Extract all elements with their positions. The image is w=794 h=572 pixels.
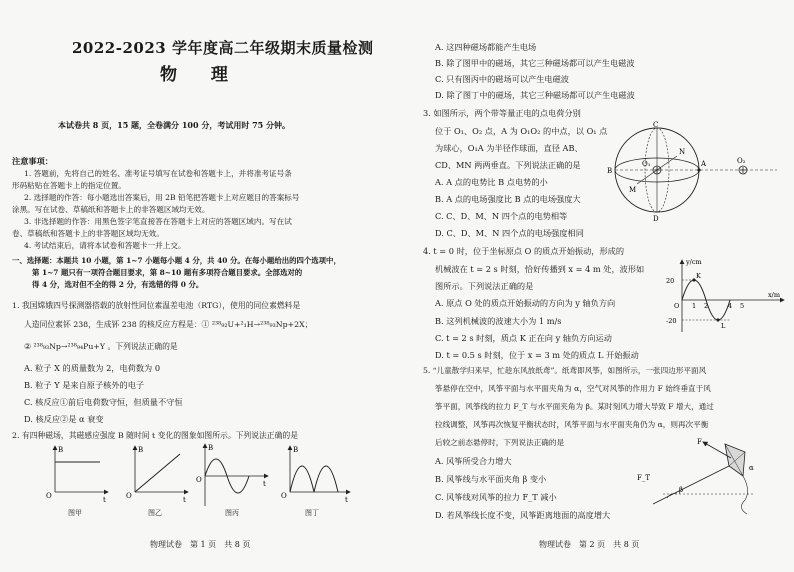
point-label-a: A xyxy=(701,160,707,168)
y-axis-label: y/cm xyxy=(686,258,702,266)
note-line: 形码粘贴在答题卡上的指定位置。 xyxy=(12,181,126,190)
question-1-stem: 人造同位素钚 238，生成钚 238 的核反应方程是：① ²³⁸₉₂U+²₁H→²³⁸₉₃Np+2X； xyxy=(24,320,313,329)
section-heading: 第 1~7 题只有一项符合题目要求，第 8~10 题有多项符合题目要求。全部选对的 xyxy=(32,268,303,277)
question-5-figure xyxy=(633,434,773,516)
question-2-option-c: C. 只有图丙中的磁场可以产生电磁波 xyxy=(435,74,569,84)
question-3-option-c: C. C、D、M、N 四个点的电势相等 xyxy=(435,211,568,221)
point-label-d: D xyxy=(653,215,659,222)
origin-label: O xyxy=(196,476,202,484)
axis-label-b: B xyxy=(58,446,64,454)
question-1-stem: 1. 我国嫦娥四号探测器搭载的放射性同位素温差电池（RTG），使用的同位素燃料是 xyxy=(12,301,301,310)
question-2-option-b: B. 除了图甲中的磁场，其它三种磁场都可以产生电磁波 xyxy=(435,58,635,68)
question-2-option-d: D. 除了图丁中的磁场，其它三种磁场都可以产生电磁波 xyxy=(435,90,635,100)
graph-caption: 图甲 xyxy=(68,509,82,517)
question-5-option-b: B. 风筝线与水平面夹角 β 变小 xyxy=(435,474,547,484)
x-axis-label: x/m xyxy=(768,291,781,299)
subject-title: 物 理 xyxy=(160,65,242,85)
question-2-stem: 2. 有四种磁场，其磁感应强度 B 随时间 t 变化的图象如图所示。下列说法正确的是 xyxy=(12,431,298,440)
question-4-option-d: D. t = 0.5 s 时刻，位于 x = 3 m 处的质点 L 开始振动 xyxy=(435,350,639,360)
point-label-k: K xyxy=(696,272,701,280)
x-tick-label: 1 xyxy=(692,302,697,310)
question-1-option-d: D. 核反应②是 α 衰变 xyxy=(24,414,104,424)
question-4-option-a: A. 原点 O 处的质点开始振动的方向为 y 轴负方向 xyxy=(435,298,616,308)
axis-label-t: t xyxy=(103,496,106,504)
question-1-option-c: C. 核反应①前后电荷数守恒，但质量不守恒 xyxy=(24,397,183,407)
question-3-figure xyxy=(597,118,794,222)
graph-jia xyxy=(46,446,108,504)
point-label-o2: O₂ xyxy=(737,157,746,165)
question-4-option-b: B. 这列机械波的波速大小为 1 m/s xyxy=(435,316,562,326)
question-3-option-a: A. A 点的电势比 B 点电势的小 xyxy=(435,177,548,187)
note-line: 2. 选择题的作答：每小题选出答案后，用 2B 铅笔把答题卡上对应题目的答案标号 xyxy=(24,193,300,202)
x-tick-label: 4 xyxy=(728,302,733,310)
question-5-stem: 筝悬停在空中，风筝平面与水平面夹角为 α，空气对风筝的作用力 F 始终垂直于风 xyxy=(435,384,711,393)
question-5-stem: 筝平面，风筝线的拉力 F_T 与水平面夹角为 β。某时刻风力增大导致 F 增大，通过 xyxy=(435,402,714,411)
note-line: 4. 考试结束后，请将本试卷和答题卡一并上交。 xyxy=(24,241,186,250)
note-line: 3. 非选择题的作答：用黑色签字笔直接答在答题卡上对应的答题区域内。写在试 xyxy=(24,217,292,226)
question-4-figure xyxy=(652,256,792,338)
right-exam-page xyxy=(397,0,794,572)
question-1-stem: ② ²³⁸₉₃Np→²³⁸₉₄Pu+Y 。下列说法正确的是 xyxy=(24,342,178,351)
exam-title: 2022-2023 学年度高二年级期末质量检测 xyxy=(72,39,374,57)
axis-label-t: t xyxy=(183,496,186,504)
question-1-option-a: A. 粒子 X 的质量数为 2，电荷数为 0 xyxy=(24,363,161,373)
question-4-stem: 图所示。下列说法正确的是 xyxy=(435,281,534,291)
question-3-stem: CD、MN 两两垂直。下列说法正确的是 xyxy=(435,160,581,170)
exam-intro: 本试卷共 8 页，15 题，全卷满分 100 分，考试用时 75 分钟。 xyxy=(58,120,291,130)
section-heading: 一、选择题：本题共 10 小题，第 1~7 小题每小题 4 分，共 40 分。在每小题给出的四个选项中， xyxy=(12,256,341,265)
point-label-c: C xyxy=(653,121,659,129)
origin-label: O xyxy=(674,302,680,310)
note-line: 涂黑。写在试卷、草稿纸和答题卡上的非答题区域均无效。 xyxy=(12,205,210,214)
angle-label-beta: β xyxy=(679,486,684,494)
point-label-b: B xyxy=(607,167,613,175)
origin-label: O xyxy=(281,492,287,500)
question-4-stem: 4. t = 0 时，位于坐标原点 O 的质点开始振动，形成的 xyxy=(423,246,625,256)
axis-label-b: B xyxy=(138,446,144,454)
question-2-figure xyxy=(0,440,397,520)
point-label-o1: O₁ xyxy=(642,160,651,168)
origin-label: O xyxy=(126,492,132,500)
question-3-option-d: D. C、D、M、N 四个点的电场强度相同 xyxy=(435,228,584,238)
point-label-m: M xyxy=(629,186,637,194)
question-5-stem: 5. “儿童散学归来早，忙趁东风放纸鸢”。纸鸢即风筝，如图所示，一张四边形平面风 xyxy=(423,366,707,375)
origin-label: O xyxy=(46,492,52,500)
question-5-stem: 后较之前态悬停时，下列说法正确的是 xyxy=(435,438,565,447)
graph-caption: 图丙 xyxy=(225,509,239,517)
y-tick-label: -20 xyxy=(666,317,677,325)
notes-heading: 注意事项： xyxy=(12,156,53,166)
graph-bing xyxy=(196,444,268,506)
point-label-l: L xyxy=(721,322,726,330)
note-line: 1. 答题前，先将自己的姓名、准考证号填写在试卷和答题卡上，并将准考证号条 xyxy=(24,169,292,178)
angle-label-alpha: α xyxy=(749,464,754,472)
axis-label-b: B xyxy=(208,444,214,452)
question-3-stem: 为球心，O₁A 为半径作球面，直径 AB、 xyxy=(435,143,583,153)
axis-label-t: t xyxy=(345,496,348,504)
question-4-stem: 机械波在 t = 2 s 时刻，恰好传播到 x = 4 m 处，波形如 xyxy=(435,264,645,274)
point-label-n: N xyxy=(679,148,686,156)
x-tick-label: 2 xyxy=(704,302,709,310)
force-label-f: F xyxy=(697,438,702,446)
question-3-stem: 3. 如图所示，两个带等量正电的点电荷分别 xyxy=(423,108,581,118)
axis-label-b: B xyxy=(293,446,299,454)
x-tick-label: 5 xyxy=(740,302,745,310)
question-3-stem: 位于 O₁、O₂ 点，A 为 O₁O₂ 的中点，以 O₁ 点 xyxy=(435,126,608,136)
graph-ding xyxy=(281,446,350,504)
question-2-option-a: A. 这四种磁场都能产生电场 xyxy=(435,42,537,52)
question-4-option-c: C. t = 2 s 时刻，质点 K 正在向 y 轴负方向运动 xyxy=(435,333,612,343)
note-line: 卷、草稿纸和答题卡上的非答题区域均无效。 xyxy=(12,229,164,238)
question-5-option-a: A. 风筝所受合力增大 xyxy=(435,456,512,466)
page-footer: 物理试卷 第 2 页 共 8 页 xyxy=(539,540,640,549)
graph-caption: 图乙 xyxy=(148,509,162,517)
graph-caption: 图丁 xyxy=(305,509,319,517)
force-label-ft: F_T xyxy=(637,474,651,482)
graph-yi xyxy=(126,446,188,504)
question-1-option-b: B. 粒子 Y 是来自原子核外的电子 xyxy=(24,380,145,390)
axis-label-t: t xyxy=(263,480,266,488)
question-5-option-c: C. 风筝线对风筝的拉力 F_T 减小 xyxy=(435,492,557,502)
question-5-option-d: D. 若风筝线长度不变，风筝距离地面的高度增大 xyxy=(435,510,611,520)
question-3-option-b: B. A 点的电场强度比 B 点的电场强度大 xyxy=(435,194,581,204)
section-heading: 得 4 分，选对但不全的得 2 分，有选错的得 0 分。 xyxy=(32,280,204,289)
page-footer: 物理试卷 第 1 页 共 8 页 xyxy=(150,540,251,549)
y-tick-label: 20 xyxy=(666,277,675,285)
question-5-stem: 拉线调整，风筝再次恢复平衡状态时，风筝平面与水平面夹角仍为 α，则再次平衡 xyxy=(435,420,709,429)
